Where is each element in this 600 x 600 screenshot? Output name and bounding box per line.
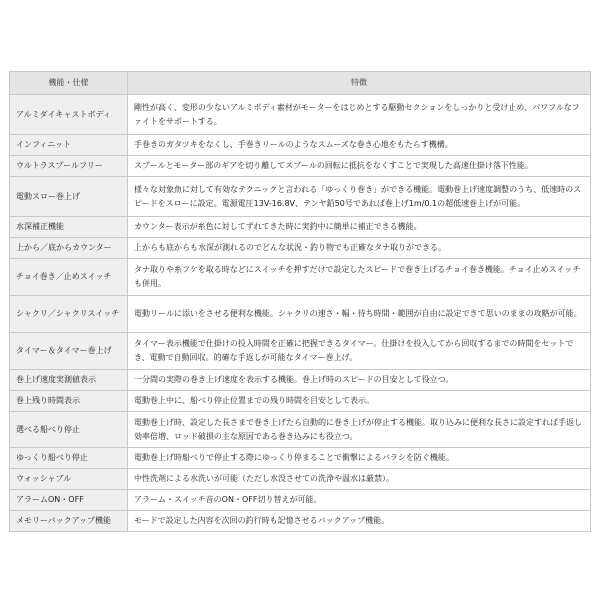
feature-description: 手巻きのガタツキをなくし、手巻きリールのようなスムーズな巻き心地をもたらす機構。 <box>128 135 591 156</box>
feature-name: シャクリ／シャクリスイッチ <box>10 296 128 333</box>
feature-name: ウルトラスプールフリー <box>10 156 128 177</box>
table-row <box>10 156 591 177</box>
feature-description: 剛性が高く、変形の少ないアルミボディ素材がモーターをはじめとする駆動セクションをしっかりと受け止め、パワフルなファイトをサポートする。 <box>128 95 591 135</box>
table-row <box>10 490 591 511</box>
table-row <box>10 391 591 412</box>
feature-name: ゆっくり船べり停止 <box>10 448 128 469</box>
description-column-header: 特徴 <box>128 72 591 95</box>
feature-name: アラームON・OFF <box>10 490 128 511</box>
spec-table-body <box>10 95 591 532</box>
table-row <box>10 259 591 296</box>
table-row <box>10 448 591 469</box>
feature-name: 上から／底からカウンター <box>10 238 128 259</box>
table-row <box>10 333 591 370</box>
feature-description: 電動リールに添いをさせる便利な機能。シャクリの速さ・幅・待ち時間・範囲が自由に設定できて思いのままの攻略が可能。 <box>128 296 591 333</box>
feature-description: 電動巻上げ時、設定した長さまで巻き上げたら自動的に巻き上げが停止する機能。取り込みに便利な長さに設定すれば手返し効率倍増、ロッド破損の主な原因である巻き込みにも役立つ。 <box>128 412 591 448</box>
table-row <box>10 370 591 391</box>
table-row <box>10 469 591 490</box>
feature-name: ウォッシャブル <box>10 469 128 490</box>
feature-description: カウンター表示が糸色に対してずれてきた時に実釣中に簡単に補正できる機能。 <box>128 217 591 238</box>
feature-description: 電動巻上中に、船べり停止位置までの残り時間を目安として表示。 <box>128 391 591 412</box>
spec-table <box>9 71 591 532</box>
table-row <box>10 95 591 135</box>
feature-name: 巻上残り時間表示 <box>10 391 128 412</box>
feature-name: アルミダイキャストボディ <box>10 95 128 135</box>
table-header-row <box>10 72 591 95</box>
feature-description: アラーム・スイッチ音のON・OFF切り替えが可能。 <box>128 490 591 511</box>
feature-name: チョイ巻き／止めスイッチ <box>10 259 128 296</box>
feature-name: メモリーバックアップ機能 <box>10 511 128 532</box>
feature-name: インフィニット <box>10 135 128 156</box>
feature-description: 様々な対象魚に対して有効なテクニックと言われる「ゆっくり巻き」ができる機能。電動巻上げ速度調整のうち、低速時のスピードをスローに設定。電源電圧13V-16.8V、テンヤ鉛50号であれば巻上げ1m/0.1の超低速巻上げが可能。 <box>128 177 591 217</box>
feature-name: 巻上げ速度実測値表示 <box>10 370 128 391</box>
feature-name: タイマー＆タイマー巻上げ <box>10 333 128 370</box>
feature-name: 選べる船べり停止 <box>10 412 128 448</box>
feature-description: スプールとモーター部のギアを切り離してスプールの回転に抵抗をなくすことで実現した高速仕掛け落下性能。 <box>128 156 591 177</box>
feature-column-header: 機能・仕様 <box>10 72 128 95</box>
table-row <box>10 412 591 448</box>
feature-description: モードで設定した内容を次回の釣行時も記憶させるバックアップ機能。 <box>128 511 591 532</box>
table-row <box>10 135 591 156</box>
feature-description: 電動巻上げ時船べりで停止する際にゆっくり停まることで衝撃によるバラシを防ぐ機能。 <box>128 448 591 469</box>
feature-description: 中性洗剤による水洗いが可能（ただし水没させての洗浄や温水は厳禁）。 <box>128 469 591 490</box>
feature-name: 電動スロー巻上げ <box>10 177 128 217</box>
table-row <box>10 511 591 532</box>
feature-description: タイマー表示機能で仕掛けの投入時間を正確に把握できるタイマー。仕掛けを投入してから回収するまでの時間をセットでき、電動で自動回収。的確な手返しが可能なタイマー巻上げ。 <box>128 333 591 370</box>
table-row <box>10 217 591 238</box>
feature-description: 上からも底からも水深が測れるのでどんな状況・釣り物でも正確なタナ取りができる。 <box>128 238 591 259</box>
feature-description: タナ取りや糸フケを取る時などにスイッチを押すだけで設定したスピードで巻き上げるチョイ巻き機能。チョイ止めスイッチも併用。 <box>128 259 591 296</box>
table-row <box>10 177 591 217</box>
table-row <box>10 238 591 259</box>
feature-description: 一分間の実際の巻き上げ速度を表示する機能。巻上げ時のスピードの目安として役立つ。 <box>128 370 591 391</box>
table-row <box>10 296 591 333</box>
feature-name: 水深補正機能 <box>10 217 128 238</box>
